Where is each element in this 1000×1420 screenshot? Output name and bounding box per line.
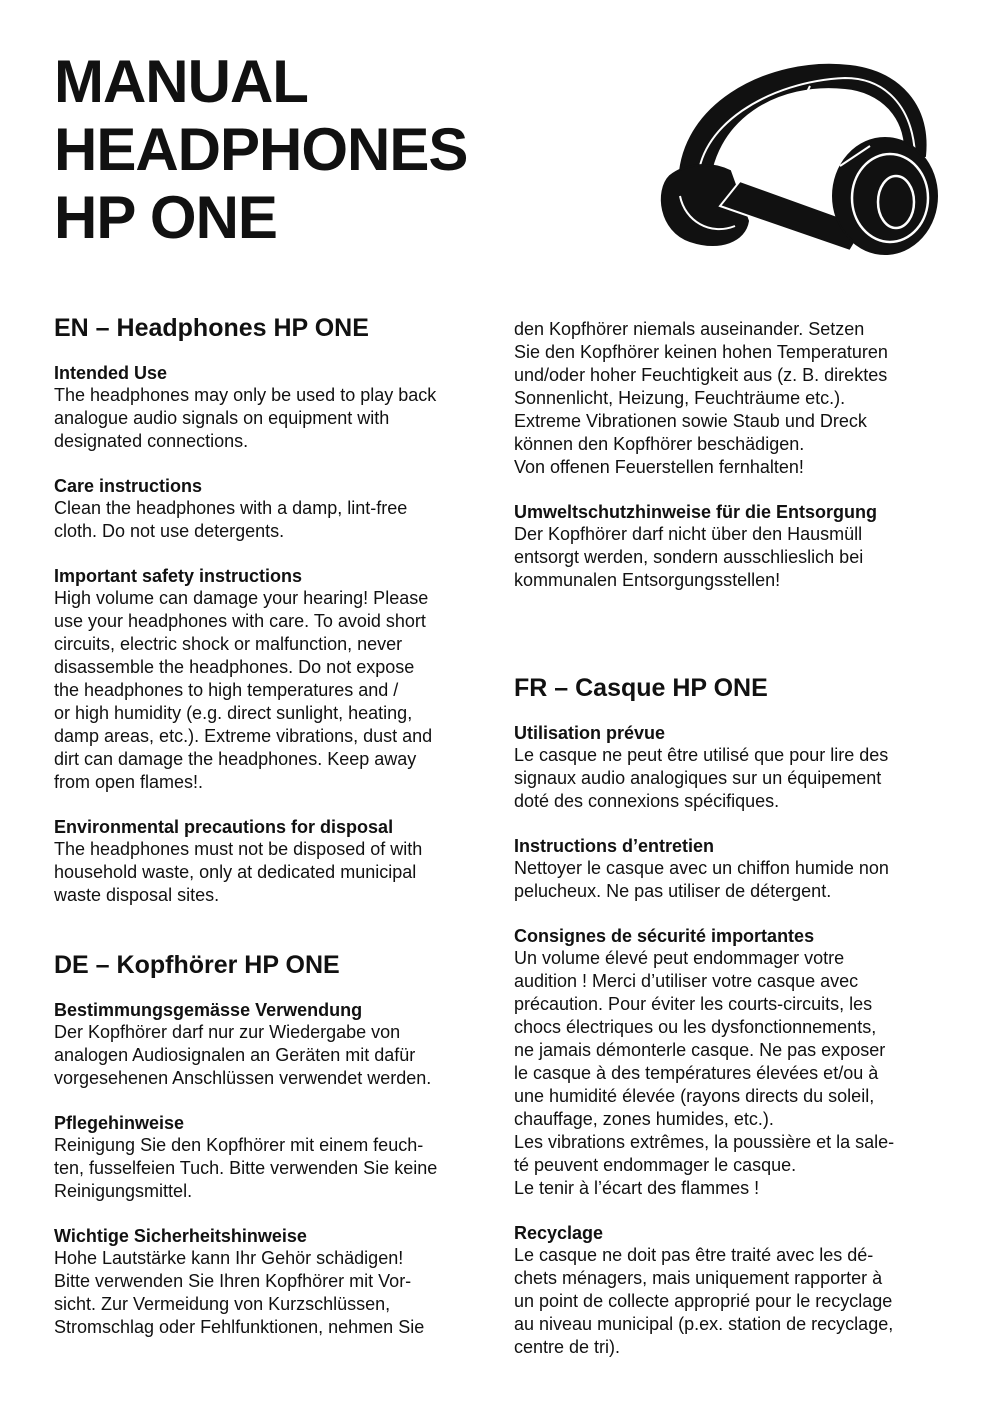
en-heading: EN – Headphones HP ONE <box>54 314 369 342</box>
fr-intended-use <box>514 722 954 813</box>
en-care-instructions <box>54 475 490 543</box>
headphones-icon <box>650 46 940 256</box>
de-safety-instructions <box>54 1225 490 1339</box>
title-line: MANUAL <box>54 48 308 115</box>
fr-heading: FR – Casque HP ONE <box>514 674 768 702</box>
title-line: HEADPHONES <box>54 116 468 183</box>
fr-recycling <box>514 1222 954 1359</box>
fr-safety-instructions <box>514 925 954 1200</box>
section-title: Consignes de sécurité importantes <box>514 926 815 946</box>
de-safety-continued <box>514 318 954 479</box>
section-title: Bestimmungsgemässe Verwendung <box>54 1000 363 1020</box>
en-safety-instructions <box>54 565 490 794</box>
section-title: Environmental precautions for disposal <box>54 817 394 837</box>
section-body: Un volume élevé peut endommager votre audition ! Merci d’utiliser votre casque avec précaution. Pour éviter les courts-circuits, les chocs électriques ou les dysfonctionnements, ne jamais démonterle casque. Ne pas exposer le casque à des températures élevées et/ou à une humidité élevée (rayons directs du soleil, chauffage, zones humides, etc.). Les vibrations extrêmes, la poussière et la sale- té peuvent endommager le casque. Le tenir à l’écart des flammes ! <box>514 948 895 1198</box>
section-body: The headphones may only be used to play back analogue audio signals on equipment with designated connections. <box>54 385 437 451</box>
page-title <box>54 48 467 252</box>
fr-care-instructions <box>514 835 954 903</box>
en-intended-use <box>54 362 490 453</box>
section-title: Utilisation prévue <box>514 723 666 743</box>
en-disposal <box>54 816 490 907</box>
left-column <box>54 312 490 1361</box>
de-care-instructions <box>54 1112 490 1203</box>
section-body: Der Kopfhörer darf nicht über den Hausmüll entsorgt werden, sondern ausschlieslich bei kommunalen Entsorgungsstellen! <box>514 524 864 590</box>
section-body: Hohe Lautstärke kann Ihr Gehör schädigen! Bitte verwenden Sie Ihren Kopfhörer mit Vor- sicht. Zur Vermeidung von Kurzschlüssen, Stromschlag oder Fehlfunktionen, nehmen Sie <box>54 1248 425 1337</box>
right-column <box>514 318 954 1381</box>
section-body: Le casque ne doit pas être traité avec les dé- chets ménagers, mais uniquement rapporter à un point de collecte approprié pour le recyclage au niveau municipal (p.ex. station de recyclage, centre de tri). <box>514 1245 894 1357</box>
de-intended-use <box>54 999 490 1090</box>
section-body: High volume can damage your hearing! Please use your headphones with care. To avoid short circuits, electric shock or malfunction, never disassemble the headphones. Do not expose the headphones to high temperatures and / or high humidity (e.g. direct sunlight, heating, damp areas, etc.). Extreme vibrations, dust and dirt can damage the headphones. Keep away from open flames!. <box>54 588 433 792</box>
section-body: Der Kopfhörer darf nur zur Wiedergabe von analogen Audiosignalen an Geräten mit dafür vorgesehenen Anschlüssen verwendet werden. <box>54 1022 432 1088</box>
section-body: The headphones must not be disposed of with household waste, only at dedicated municipal waste disposal sites. <box>54 839 423 905</box>
section-title: Umweltschutzhinweise für die Entsorgung <box>514 502 878 522</box>
section-title: Wichtige Sicherheitshinweise <box>54 1226 307 1246</box>
section-title: Intended Use <box>54 363 168 383</box>
section-title: Instructions d’entretien <box>514 836 715 856</box>
section-body: Le casque ne peut être utilisé que pour lire des signaux audio analogiques sur un équipement doté des connexions spécifiques. <box>514 745 889 811</box>
section-title: Recyclage <box>514 1223 604 1243</box>
section-title: Care instructions <box>54 476 203 496</box>
de-disposal <box>514 501 954 592</box>
section-body: Clean the headphones with a damp, lint-free cloth. Do not use detergents. <box>54 498 408 541</box>
de-heading: DE – Kopfhörer HP ONE <box>54 951 340 979</box>
section-body: Reinigung Sie den Kopfhörer mit einem feuch- ten, fusselfeien Tuch. Bitte verwenden Sie keine Reinigungsmittel. <box>54 1135 438 1201</box>
section-title: Pflegehinweise <box>54 1113 185 1133</box>
section-body: Nettoyer le casque avec un chiffon humide non pelucheux. Ne pas utiliser de détergent. <box>514 858 889 901</box>
section-title: Important safety instructions <box>54 566 303 586</box>
section-body: den Kopfhörer niemals auseinander. Setzen Sie den Kopfhörer keinen hohen Temperaturen und/oder hoher Feuchtigkeit aus (z. B. direktes Sonnenlicht, Heizung, Feuchträume etc.). Extreme Vibrationen sowie Staub und Dreck können den Kopfhörer beschädigen. Von offenen Feuerstellen fernhalten! <box>514 319 888 477</box>
title-line: HP ONE <box>54 184 277 251</box>
